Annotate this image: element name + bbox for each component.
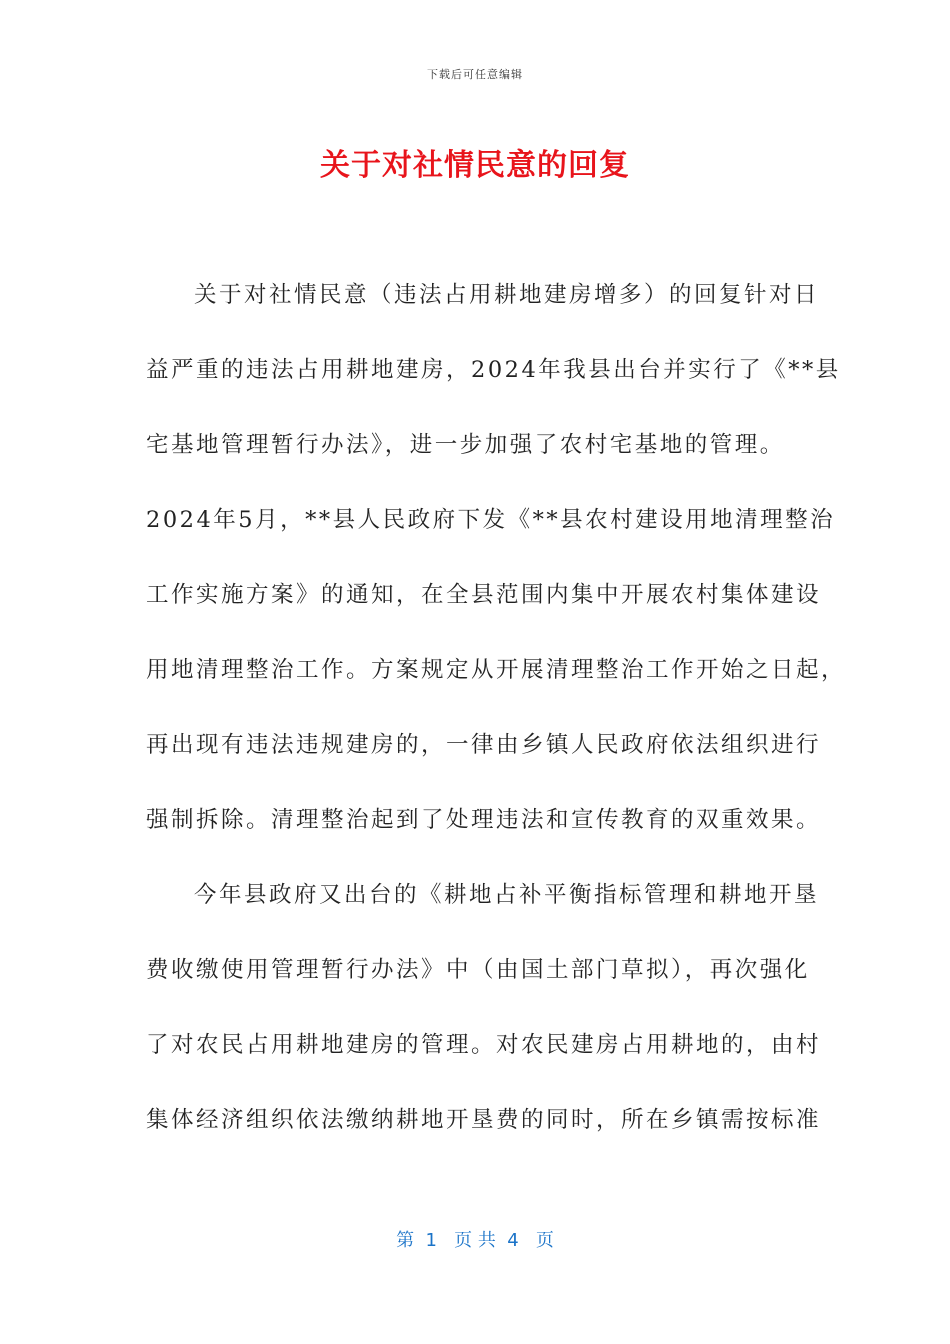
paragraph-line: 费收缴使用管理暂行办法》中（由国土部门草拟），再次强化 (146, 957, 810, 983)
paragraph-line: 宅基地管理暂行办法》，进一步加强了农村宅基地的管理。 (146, 432, 785, 458)
document-title: 关于对社情民意的回复 (320, 148, 630, 183)
paragraph-line: 工作实施方案》的通知，在全县范围内集中开展农村集体建设 (146, 582, 822, 608)
paragraph-line: 了对农民占用耕地建房的管理。对农民建房占用耕地的，由村 (146, 1032, 822, 1058)
paragraph-line: 集体经济组织依法缴纳耕地开垦费的同时，所在乡镇需按标准 (146, 1107, 822, 1133)
document-body (146, 270, 847, 1170)
paragraph-line: 用地清理整治工作。方案规定从开展清理整治工作开始之日起， (146, 657, 847, 683)
paragraph-line: 关于对社情民意（违法占用耕地建房增多）的回复针对日 (194, 282, 820, 308)
paragraph-line: 今年县政府又出台的《耕地占补平衡指标管理和耕地开垦 (194, 882, 820, 908)
header-note: 下载后可任意编辑 (427, 68, 523, 81)
paragraph-line: 2024年5月，**县人民政府下发《**县农村建设用地清理整治 (146, 507, 836, 533)
page-number: 第 1 页 共 4 页 (396, 1230, 554, 1251)
paragraph-line: 再出现有违法违规建房的，一律由乡镇人民政府依法组织进行 (146, 732, 822, 758)
paragraph-line: 强制拆除。清理整治起到了处理违法和宣传教育的双重效果。 (146, 807, 822, 833)
paragraph-line: 益严重的违法占用耕地建房，2024年我县出台并实行了《**县 (146, 357, 841, 383)
